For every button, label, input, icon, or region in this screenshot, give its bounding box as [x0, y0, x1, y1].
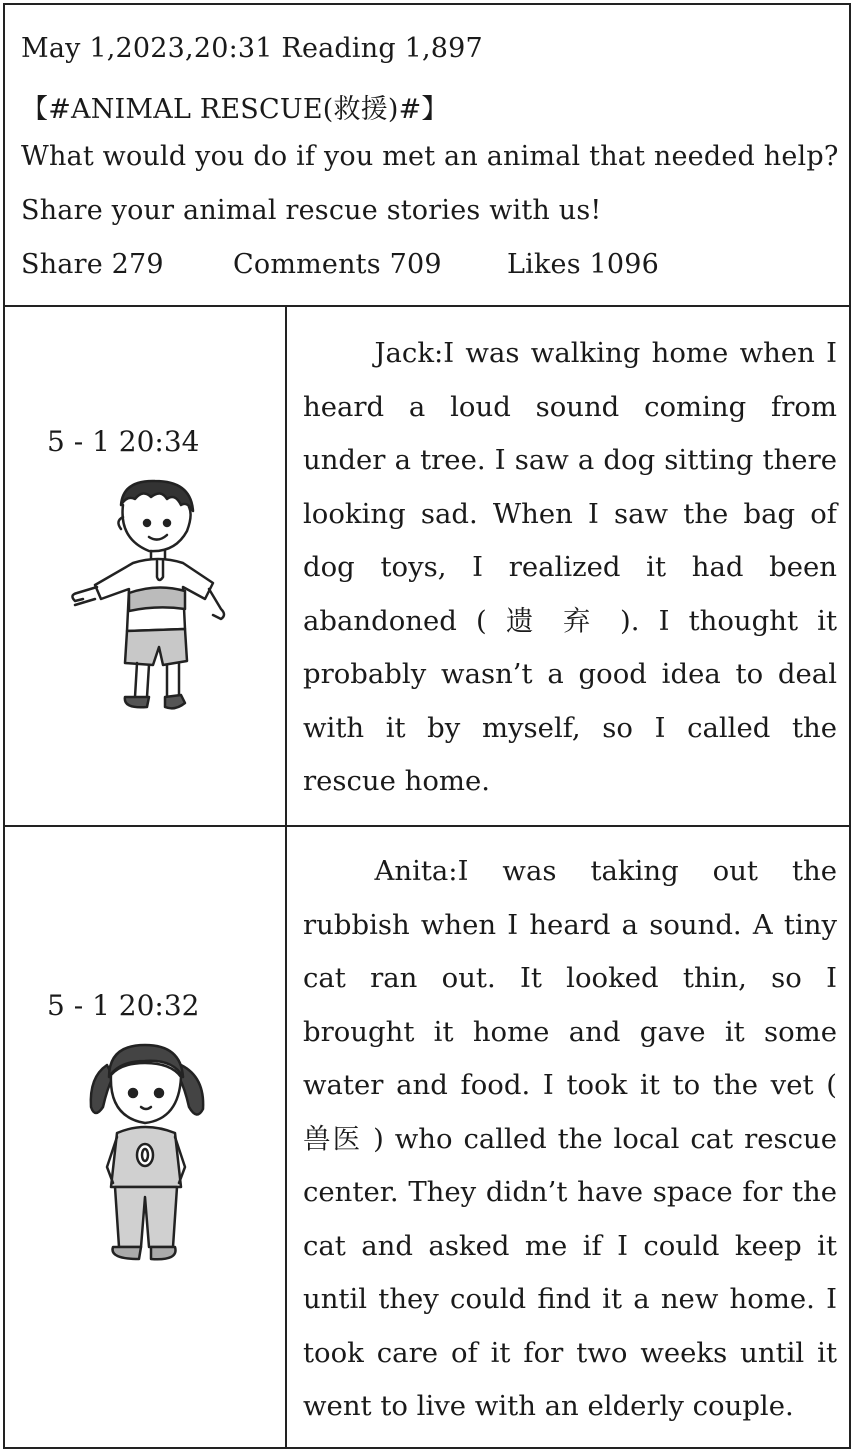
- comment-body: [303, 327, 837, 809]
- comment-anita: [3, 827, 851, 1449]
- comment-sidebar: [3, 827, 287, 1449]
- commenter-name: Anita:: [374, 855, 458, 887]
- comment-timestamp: 5 - 1 20:34: [47, 425, 200, 458]
- post-hashtag[interactable]: 【#ANIMAL RESCUE(救援)#】: [21, 94, 449, 125]
- boy-avatar: [63, 475, 233, 715]
- post-meta: May 1,2023,20:31 Reading 1,897: [21, 33, 483, 64]
- commenter-name: Jack:: [374, 337, 444, 369]
- post-question: What would you do if you met an animal that needed help?: [21, 141, 839, 172]
- comment-body: [303, 845, 837, 1434]
- comment-timestamp: 5 - 1 20:32: [47, 989, 200, 1022]
- comments-count[interactable]: Comments 709: [233, 249, 442, 280]
- likes-count[interactable]: Likes 1096: [507, 249, 660, 280]
- share-count[interactable]: Share 279: [21, 249, 164, 280]
- post-invite: Share your animal rescue stories with us!: [21, 195, 602, 226]
- post-header: [3, 3, 851, 307]
- post-stats: [21, 249, 659, 280]
- comment-text: I was walking home when I heard a loud sound coming from under a tree. I saw a dog sitting there looking sad. When I saw the bag of dog toys, I realized it had been abandoned ( 遗 弃 ). I thought it probably wasn’t a good idea to deal with it by myself, so I called the rescue home.: [303, 337, 837, 797]
- comment-text: I was taking out the rubbish when I heard a sound. A tiny cat ran out. It looked thin, so I brought it home and gave it some water and food. I took it to the vet ( 兽医 ) who called the local cat rescue center. They didn’t have space for the cat and asked me if I could keep it until they could find it a new home. I took care of it for two weeks until it went to live with an elderly couple.: [303, 855, 837, 1422]
- comment-jack: [3, 307, 851, 827]
- girl-avatar: [83, 1037, 213, 1287]
- comment-sidebar: [3, 307, 287, 825]
